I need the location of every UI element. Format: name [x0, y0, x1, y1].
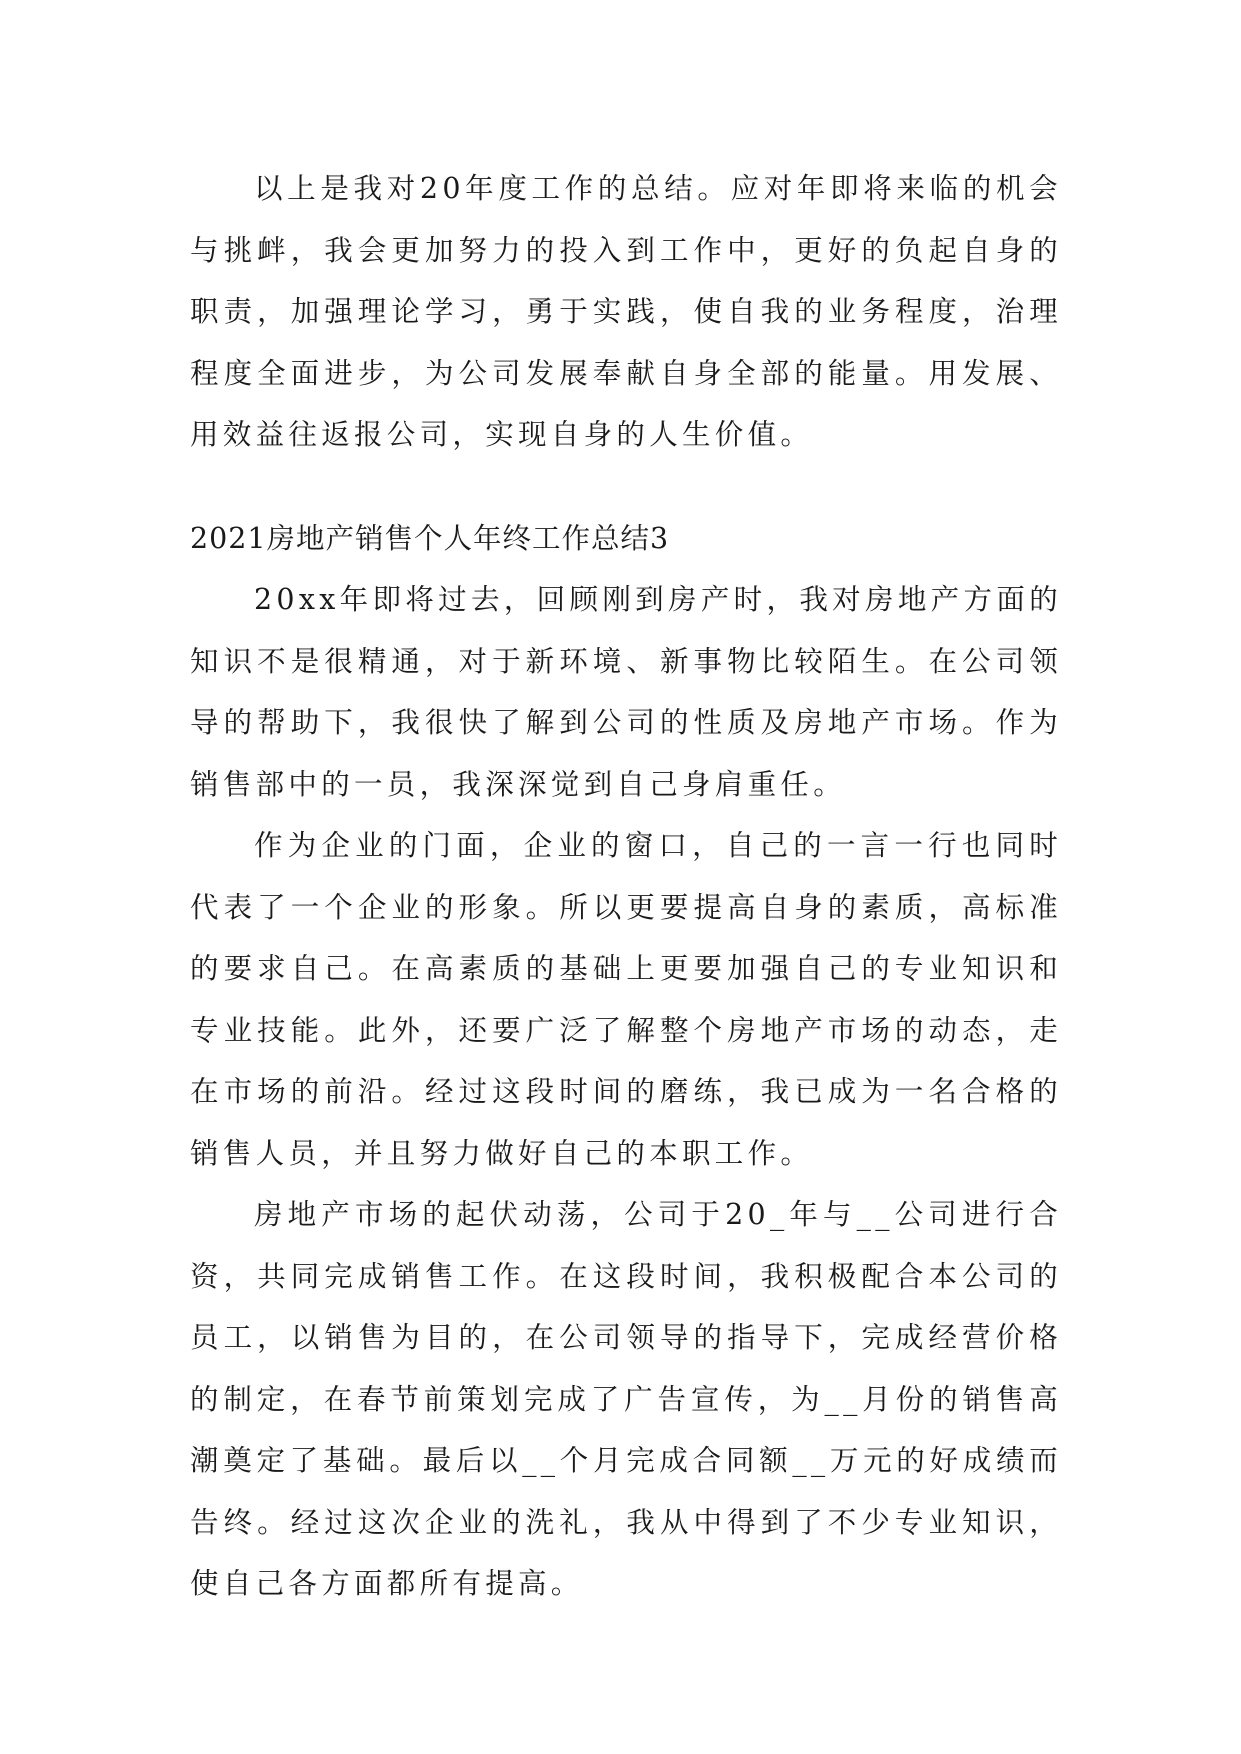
paragraph-3: 房地产市场的起伏动荡，公司于20_年与__公司进行合资，共同完成销售工作。在这段时间，我积极配合本公司的员工，以销售为目的，在公司领导的指导下，完成经营价格的制定，在春节前策划完成了广告宣传，为__月份的销售高潮奠定了基础。最后以__个月完成合同额__万元的好成绩而告终。经过这次企业的洗礼，我从中得到了不少专业知识，使自己各方面都所有提高。: [190, 1198, 1062, 1600]
document-body: [190, 158, 1062, 1615]
paragraph-summary: 以上是我对20年度工作的总结。应对年即将来临的机会与挑衅，我会更加努力的投入到工作中，更好的负起自身的职责，加强理论学习，勇于实践，使自我的业务程度，治理程度全面进步，为公司发展奉献自身全部的能量。用发展、用效益往返报公司，实现自身的人生价值。: [190, 172, 1062, 451]
section-heading: 2021房地产销售个人年终工作总结3: [190, 521, 670, 555]
paragraph-2: 作为企业的门面，企业的窗口，自己的一言一行也同时代表了一个企业的形象。所以更要提高自身的素质，高标准的要求自己。在高素质的基础上更要加强自己的专业知识和专业技能。此外，还要广泛了解整个房地产市场的动态，走在市场的前沿。经过这段时间的磨练，我已成为一名合格的销售人员，并且努力做好自己的本职工作。: [190, 829, 1062, 1170]
paragraph-1: 20xx年即将过去，回顾刚到房产时，我对房地产方面的知识不是很精通，对于新环境、新事物比较陌生。在公司领导的帮助下，我很快了解到公司的性质及房地产市场。作为销售部中的一员，我深深觉到自己身肩重任。: [190, 583, 1062, 801]
